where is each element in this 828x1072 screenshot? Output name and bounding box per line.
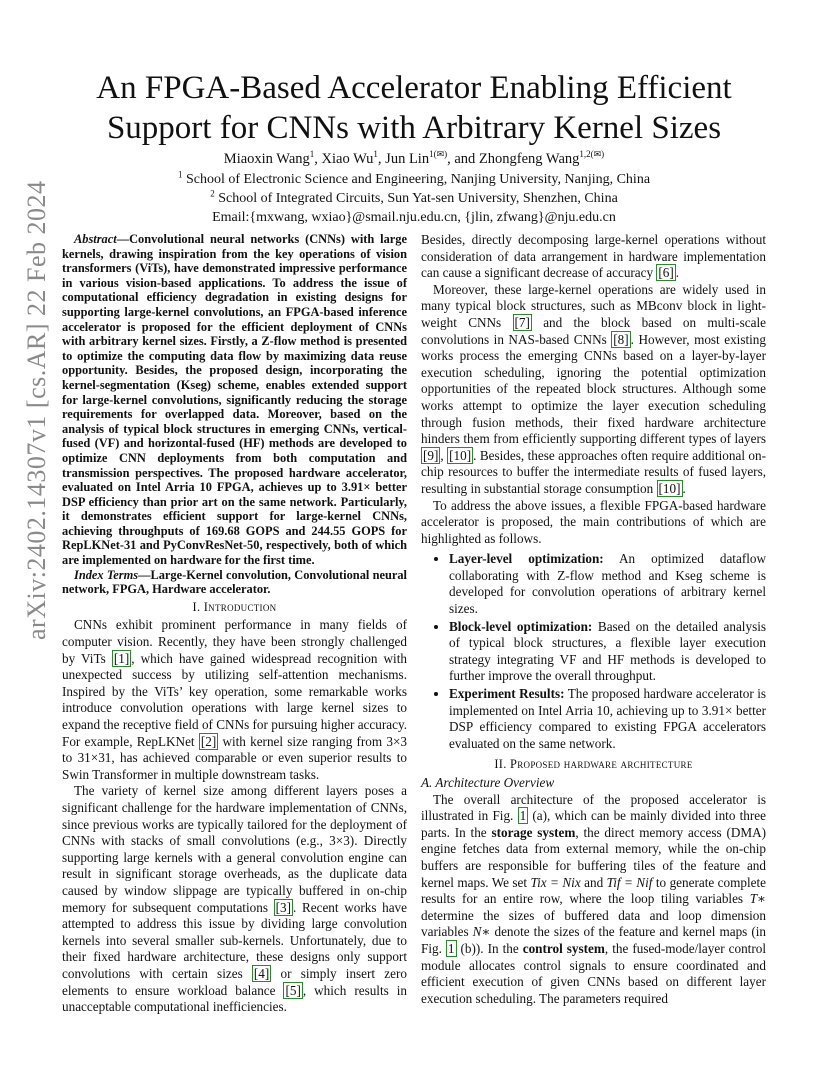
citation-link[interactable]: [2] bbox=[200, 733, 217, 749]
abstract: Abstract—Convolutional neural networks (CNNs) with large kernels, drawing inspiration from the key operations of vision transformers (ViTs), have demonstrated impressive performance in various vision-based applications. To address the issue of computational efficiency degradation in existing designs for supporting large-kernel convolutions, an FPGA-based inference accelerator is proposed for the efficient deployment of CNNs with arbitrary kernel sizes. Firstly, a Z-flow method is presented to optimize the computing data flow by maximizing data reuse opportunity. Besides, the proposed design, incorporating the kernel-segmentation (Kseg) scheme, enables extended support for large-kernel convolutions, significantly reducing the storage requirements for overlapped data. Moreover, based on the analysis of typical block structures in emerging CNNs, vertical-fused (VF) and horizontal-fused (HF) methods are developed to optimize CNN deployments from both computation and transmission perspectives. The proposed hardware accelerator, evaluated on Intel Arria 10 FPGA, achieves up to 3.91× better DSP efficiency than prior art on the same network. Particularly, it demonstrates efficient support for large-kernel CNNs, achieving throughputs of 169.68 GOPS and 244.55 GOPS for RepLKNet-31 and PyConvResNet-50, respectively, both of which are implemented on hardware for the first time. bbox=[62, 232, 407, 568]
intro-paragraph-4: To address the above issues, a flexible FPGA-based hardware accelerator is proposed, the main contributions of which are highlighted as follows. bbox=[421, 497, 766, 546]
citation-link[interactable]: [5] bbox=[285, 982, 301, 998]
affiliation-1: $^1$ School of Electronic Science and Engineering, Nanjing University, Nanjing, China bbox=[177, 169, 651, 187]
title-line-2: Support for CNNs with Arbitrary Kernel Sizes bbox=[106, 110, 722, 146]
citation-link[interactable]: [4] bbox=[253, 965, 270, 981]
citation-link[interactable]: [7] bbox=[514, 314, 530, 330]
title-line-1: An FPGA-Based Accelerator Enabling Efficient bbox=[96, 70, 732, 106]
arxiv-identifier: arXiv:2402.14307v1 [cs.AR] 22 Feb 2024 bbox=[22, 180, 51, 640]
author-affiliation-mark: 1,2(✉) bbox=[579, 149, 605, 160]
architecture-paragraph: The overall architecture of the proposed accelerator is illustrated in Fig. 1 (a), which can be mainly divided into three parts. In the storage system, the direct memory access (DMA) engine fetches data from external memory, while the on-chip buffers are responsible for buffering tiles of the feature and kernel maps. We set Tix = Nix and Tif = Nif to generate complete results for an entire row, where the loop tiling variables T∗ determine the sizes of buffered data and loop dimension variables N∗ denote the sizes of the feature and kernel maps (in Fig. 1 (b)). In the control system, the fused-mode/layer control module allocates control signals to ensure coordinated and efficient execution of given CNNs based on different layer execution scheduling. The parameters required bbox=[421, 791, 767, 1006]
author-block bbox=[60, 150, 768, 227]
affiliation-2: $^2$ School of Integrated Circuits, Sun Yat-sen University, Shenzhen, China bbox=[210, 188, 618, 206]
list-item: • Experiment Results: The proposed hardware accelerator is implemented on Intel Arria 10, achieving up to 3.91× better DSP efficiency compared to existing FPGA accelerators evaluated on the same network. bbox=[449, 686, 766, 752]
email-line: Email:{mxwang, wxiao}@smail.nju.edu.cn, {jlin, zfwang}@nju.edu.cn bbox=[212, 210, 616, 225]
author-list: Miaoxin Wang$^1$, Xiao Wu$^1$, Jun Lin$^{1(✉)}$, and Zhongfeng Wang$^{1,2(✉)}$ bbox=[223, 149, 605, 167]
section-heading-introduction: I. Introduction bbox=[192, 599, 277, 614]
author-name: and Zhongfeng Wang bbox=[454, 151, 580, 167]
citation-link[interactable]: [10] bbox=[658, 480, 681, 496]
right-column bbox=[421, 232, 766, 1007]
citation-link[interactable]: [1] bbox=[113, 650, 130, 666]
citation-link[interactable]: [3] bbox=[275, 899, 291, 915]
contributions-list bbox=[421, 551, 766, 752]
author-name: Miaoxin Wang bbox=[223, 151, 310, 167]
citation-link[interactable]: [10] bbox=[449, 447, 472, 463]
paper-title bbox=[60, 68, 768, 148]
left-column bbox=[62, 232, 407, 1016]
citation-link[interactable]: [8] bbox=[613, 331, 629, 347]
figure-link[interactable]: 1 bbox=[519, 808, 527, 824]
citation-link[interactable]: [6] bbox=[658, 265, 674, 281]
intro-paragraph-2-continued: Besides, directly decomposing large-kernel operations without consideration of data arrangement in hardware implementation can cause a significant decrease of accuracy [6] . bbox=[421, 232, 766, 281]
section-heading-architecture: II. Proposed hardware architecture bbox=[494, 757, 693, 772]
intro-paragraph-2: The variety of kernel size among different layers poses a significant challenge for the hardware implementation of CNNs, since previous works are typically tailored for the deployment of CNNs with stacks of small convolutions (e.g., 3×3). Directly supporting large kernels with a general convolution engine can result in significant storage overheads, as the duplicate data caused by window slippage are typically buffered in on-chip memory for subsequent computations [3] . Recent works have attempted to address this issue by dividing large convolution kernels into several smaller sub-kernels. Unfortunately, due to their fixed hardware architecture, these designs only support convolutions with certain sizes [4] or simply insert zero elements to ensure workload balance [5] , which results in unacceptable computational inefficiencies. bbox=[62, 783, 408, 1015]
intro-paragraph-1: CNNs exhibit prominent performance in many fields of computer vision. Recently, they have been strongly challenged by ViTs [1] , which have gained widespread recognition with unexpected success by utilizing self-attention mechanisms. Inspired by the ViTs’ key operation, some remarkable works introduce convolution operations with large kernel sizes to expand the receptive field of CNNs for pursuing higher accuracy. For example, RepLKNet [2] with kernel size ranging from 3×3 to 31×31, has achieved comparable or even superior results to Swin Transformer in multiple downstream tasks. bbox=[62, 617, 407, 782]
author-affiliation-mark: 1(✉) bbox=[429, 149, 448, 160]
author-name: Xiao Wu bbox=[321, 151, 374, 167]
subsection-heading: A. Architecture Overview bbox=[421, 775, 555, 790]
author-name: Jun Lin bbox=[385, 151, 430, 167]
list-item: • Block-level optimization: Based on the detailed analysis of typical block structures, a flexible layer execution strategy integrating VF and HF methods is developed to further improve the overall throughput. bbox=[449, 619, 766, 685]
citation-link[interactable]: [9] bbox=[423, 447, 439, 463]
author-affiliation-mark: 1 bbox=[373, 149, 378, 160]
author-affiliation-mark: 1 bbox=[309, 149, 315, 160]
intro-paragraph-3: Moreover, these large-kernel operations are widely used in many typical block structures, such as MBconv block in light-weight CNNs [7] and the block based on multi-scale convolutions in NAS-based CNNs [8] . However, most existing works process the emerging CNNs based on a layer-by-layer execution scheduling, ignoring the potential optimization opportunities of the repeated block structures. Although some works attempt to optimize the layer execution scheduling through fusion methods, their fixed hardware architecture hinders them from efficiently supporting different types of layers [9] , [10] . Besides, these approaches often require additional on-chip resources to buffer the intermediate results of fused layers, resulting in substantial storage consumption [10] . bbox=[421, 281, 767, 496]
index-terms: Index Terms—Large-Kernel convolution, Convolutional neural network, FPGA, Hardware accelerator. bbox=[62, 567, 408, 597]
figure-link[interactable]: 1 bbox=[447, 940, 455, 956]
list-item: • Layer-level optimization: An optimized dataflow collaborating with Z-flow method and Kseg scheme is developed for convolution operations of arbitrary kernel sizes. bbox=[449, 551, 766, 617]
